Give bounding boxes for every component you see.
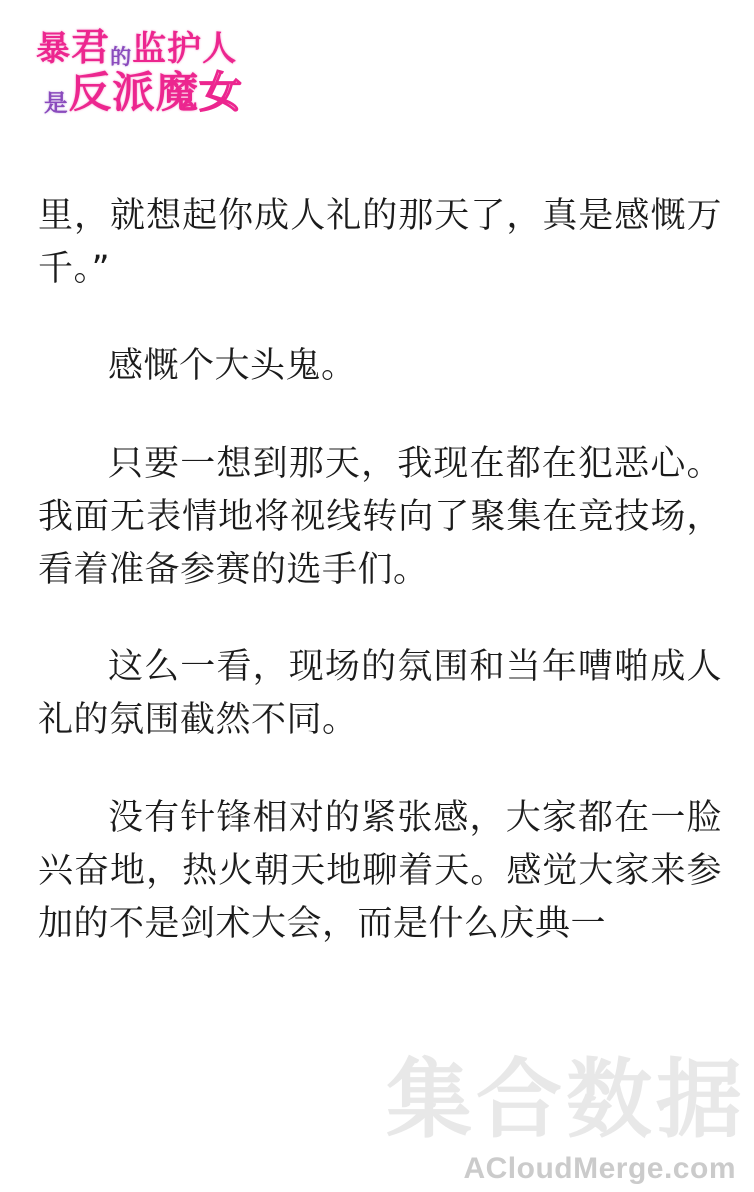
title-char-6: 人 [202, 29, 238, 69]
series-title-logo [36, 25, 296, 138]
watermark-cjk: 集合数据 [386, 1050, 746, 1150]
title-char-5: 护 [167, 29, 203, 69]
title-char-10: 魔 [155, 68, 200, 119]
title-char-7: 是 [44, 89, 69, 118]
paragraph: 里，就想起你成人礼的那天了，真是感慨万千。” [38, 196, 722, 290]
title-char-8: 反 [68, 68, 113, 119]
title-char-2: 君 [71, 25, 111, 69]
novel-text-body [38, 190, 722, 951]
paragraph: 感慨个大头鬼。 [108, 346, 357, 387]
paragraph: 这么一看，现场的氛围和当年嘈啪成人礼的氛围截然不同。 [38, 647, 722, 741]
title-char-9: 派 [112, 68, 156, 119]
title-char-4: 监 [132, 29, 168, 69]
paragraph: 没有针锋相对的紧张感，大家都在一脸兴奋地，热火朝天地聊着天。感觉大家来参加的不是剑术大会，而是什么庆典一 [38, 797, 722, 944]
title-char-11: 女 [199, 68, 243, 119]
title-char-1: 暴 [36, 29, 71, 69]
series-title-line-2 [44, 68, 296, 119]
title-char-3: 的 [110, 44, 133, 69]
series-title-line-1 [36, 25, 296, 69]
paragraph: 只要一想到那天，我现在都在犯恶心。我面无表情地将视线转向了聚集在竞技场，看着准备参赛的选手们。 [38, 443, 722, 590]
watermark-site: ACloudMerge.com [463, 1152, 736, 1185]
